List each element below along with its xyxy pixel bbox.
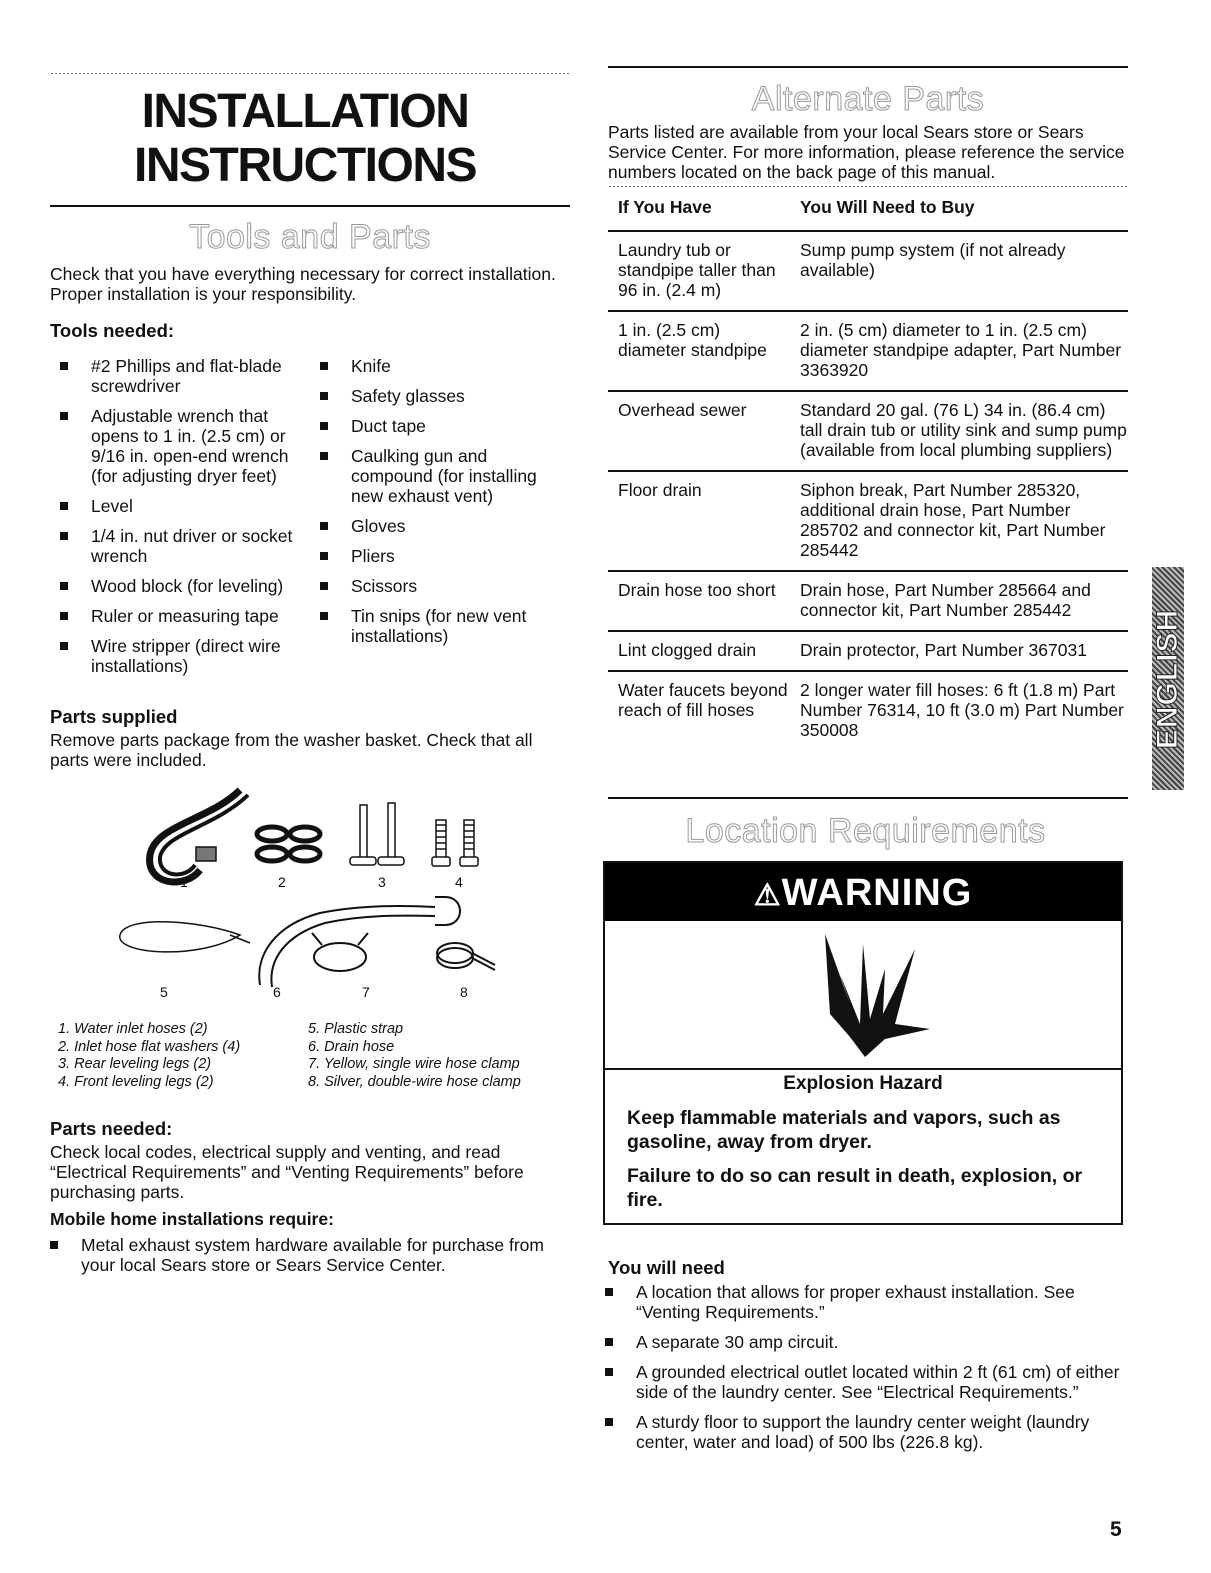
part-label-2: 2: [278, 874, 286, 890]
mobile-home-heading: Mobile home installations require:: [50, 1209, 334, 1229]
table-cell: 1 in. (2.5 cm) diameter standpipe: [608, 311, 790, 391]
side-tab-label: ENGLISH: [1151, 608, 1184, 749]
column-header: If You Have: [608, 197, 790, 231]
list-item: Level: [50, 496, 305, 516]
table-cell: Drain hose too short: [608, 571, 790, 631]
table-cell: Floor drain: [608, 471, 790, 571]
caption-item: 1. Water inlet hoses (2): [58, 1021, 208, 1037]
table-cell: 2 longer water fill hoses: 6 ft (1.8 m) Part Number 76314, 10 ft (3.0 m) Part Number 350008: [800, 680, 1124, 740]
warning-label: WARNING: [781, 872, 973, 914]
parts-captions-col2: [308, 1021, 568, 1091]
language-side-tab: [1152, 567, 1184, 790]
front-leveling-legs-drawing: [432, 820, 478, 866]
location-requirements-heading: Location Requirements: [685, 812, 1046, 850]
caption-item: 6. Drain hose: [308, 1038, 395, 1055]
table-cell: Drain protector, Part Number 367031: [790, 631, 1128, 671]
tools-list-col2: [310, 356, 560, 656]
table-header-row: [608, 197, 1128, 231]
warning-triangle-icon: ⚠: [753, 879, 782, 912]
double-wire-clamp-drawing: [437, 943, 495, 970]
part-label-4: 4: [455, 874, 463, 890]
list-item: Tin snips (for new vent installations): [310, 606, 560, 646]
table-row: [608, 671, 1128, 750]
warning-banner: [605, 863, 1121, 921]
list-item: Metal exhaust system hardware available for purchase from your local Sears store or Sears Service Center.: [40, 1235, 565, 1275]
tools-list-col1: [50, 356, 305, 686]
part-label-1: 1: [180, 874, 188, 890]
table-cell: Lint clogged drain: [608, 631, 790, 671]
list-item: Safety glasses: [310, 386, 560, 406]
parts-supplied-heading: Parts supplied: [50, 706, 178, 727]
caption-item: 8. Silver, double-wire hose clamp: [308, 1073, 521, 1090]
table-row: [608, 471, 1128, 571]
list-item: Caulking gun and compound (for installing new exhaust vent): [310, 446, 560, 506]
table-row: [608, 231, 1128, 311]
caption-item: 7. Yellow, single wire hose clamp: [308, 1056, 520, 1072]
caption-item: 3. Rear leveling legs (2): [58, 1056, 212, 1072]
hazard-title: Explosion Hazard: [783, 1073, 943, 1094]
hazard-text-1: Keep flammable materials and vapors, such as gasoline, away from dryer.: [627, 1107, 1061, 1153]
hazard-text-2: Failure to do so can result in death, explosion, or fire.: [627, 1165, 1083, 1211]
list-item: A sturdy floor to support the laundry center weight (laundry center, water and load) of 500 lbs (226.8 kg).: [595, 1412, 1125, 1452]
table-row: [608, 391, 1128, 471]
parts-needed-heading: Parts needed:: [50, 1118, 173, 1139]
list-item: Adjustable wrench that opens to 1 in. (2.5 cm) or 9/16 in. open-end wrench (for adjusting dryer feet): [50, 406, 305, 486]
single-wire-clamp-drawing: [312, 933, 368, 971]
parts-needed-text: Check local codes, electrical supply and venting, and read “Electrical Requirements” and “Venting Requirements” before purchasing parts.: [50, 1142, 524, 1202]
parts-captions-col1: [58, 1021, 298, 1091]
part-label-5: 5: [160, 984, 168, 1000]
list-item: Duct tape: [310, 416, 560, 436]
plastic-strap-drawing: [120, 922, 250, 952]
top-dotted-rule-left: [50, 72, 570, 75]
rear-leveling-legs-drawing: [350, 803, 404, 865]
list-item: Pliers: [310, 546, 560, 566]
table-cell: Overhead sewer: [608, 391, 790, 471]
list-item: Knife: [310, 356, 560, 376]
parts-supplied-text: Remove parts package from the washer basket. Check that all parts were included.: [50, 730, 533, 770]
explosion-icon: [805, 929, 935, 1059]
table-cell: Standard 20 gal. (76 L) 34 in. (86.4 cm) tall drain tub or utility sink and sump pump (available from local plumbing suppliers): [790, 391, 1128, 471]
table-cell: 2 in. (5 cm) diameter to 1 in. (2.5 cm) diameter standpipe adapter, Part Number 3363920: [790, 311, 1128, 391]
tools-parts-heading: Tools and Parts: [189, 218, 431, 256]
page-number: 5: [1110, 1518, 1122, 1541]
table-cell: Drain hose, Part Number 285664 and connector kit, Part Number 285442: [790, 571, 1128, 631]
warning-box: [603, 861, 1123, 1225]
table-cell: Laundry tub or standpipe taller than 96 in. (2.4 m): [608, 231, 790, 311]
list-item: #2 Phillips and flat-blade screwdriver: [50, 356, 305, 396]
caption-item: 2. Inlet hose flat washers (4): [58, 1038, 241, 1055]
location-rule: [608, 797, 1128, 799]
table-cell: Sump pump system (if not already available): [790, 231, 1128, 311]
column-header: You Will Need to Buy: [790, 197, 1128, 231]
list-item: A location that allows for proper exhaust installation. See “Venting Requirements.”: [595, 1282, 1125, 1322]
mobile-home-list: [40, 1235, 565, 1285]
parts-illustration: [100, 785, 520, 1010]
list-item: Wood block (for leveling): [50, 576, 305, 596]
flat-washers-drawing: [257, 827, 320, 861]
list-item: 1/4 in. nut driver or socket wrench: [50, 526, 305, 566]
alternate-parts-heading: Alternate Parts: [751, 80, 985, 118]
table-dotted-rule: [608, 185, 1128, 188]
you-will-need-list: [595, 1282, 1125, 1462]
caption-item: 5. Plastic strap: [308, 1021, 404, 1037]
list-item: Gloves: [310, 516, 560, 536]
table-cell: Water faucets beyond reach of fill hoses: [618, 680, 788, 720]
list-item: Scissors: [310, 576, 560, 596]
part-label-3: 3: [378, 874, 386, 890]
table-row: [608, 311, 1128, 391]
list-item: Ruler or measuring tape: [50, 606, 305, 626]
title-line-1: INSTALLATION: [141, 85, 469, 138]
part-label-8: 8: [460, 984, 468, 1000]
table-row: [608, 571, 1128, 631]
table-cell: Siphon break, Part Number 285320, additional drain hose, Part Number 285702 and connector kit, Part Number 285442: [790, 471, 1128, 571]
warning-divider: [605, 1068, 1121, 1070]
page-title: [50, 85, 560, 193]
top-rule-right: [608, 66, 1128, 68]
list-item: Wire stripper (direct wire installations): [50, 636, 305, 676]
list-item: A grounded electrical outlet located within 2 ft (61 cm) of either side of the laundry center. See “Electrical Requirements.”: [595, 1362, 1125, 1402]
section-rule: [50, 205, 570, 207]
alternate-parts-table: [608, 197, 1128, 750]
alternate-parts-intro: Parts listed are available from your local Sears store or Sears Service Center. For more information, please reference the service numbers located on the back page of this manual.: [608, 122, 1125, 182]
table-row: [608, 631, 1128, 671]
caption-item: 4. Front leveling legs (2): [58, 1073, 214, 1090]
intro-text: Check that you have everything necessary for correct installation. Proper installation is your responsibility.: [50, 264, 556, 304]
part-label-7: 7: [362, 984, 370, 1000]
part-label-6: 6: [273, 984, 281, 1000]
tools-needed-heading: Tools needed:: [50, 320, 175, 341]
you-will-need-heading: You will need: [608, 1257, 725, 1278]
title-line-2: INSTRUCTIONS: [134, 139, 476, 192]
water-inlet-hoses-drawing: [150, 790, 248, 882]
list-item: A separate 30 amp circuit.: [595, 1332, 1125, 1352]
